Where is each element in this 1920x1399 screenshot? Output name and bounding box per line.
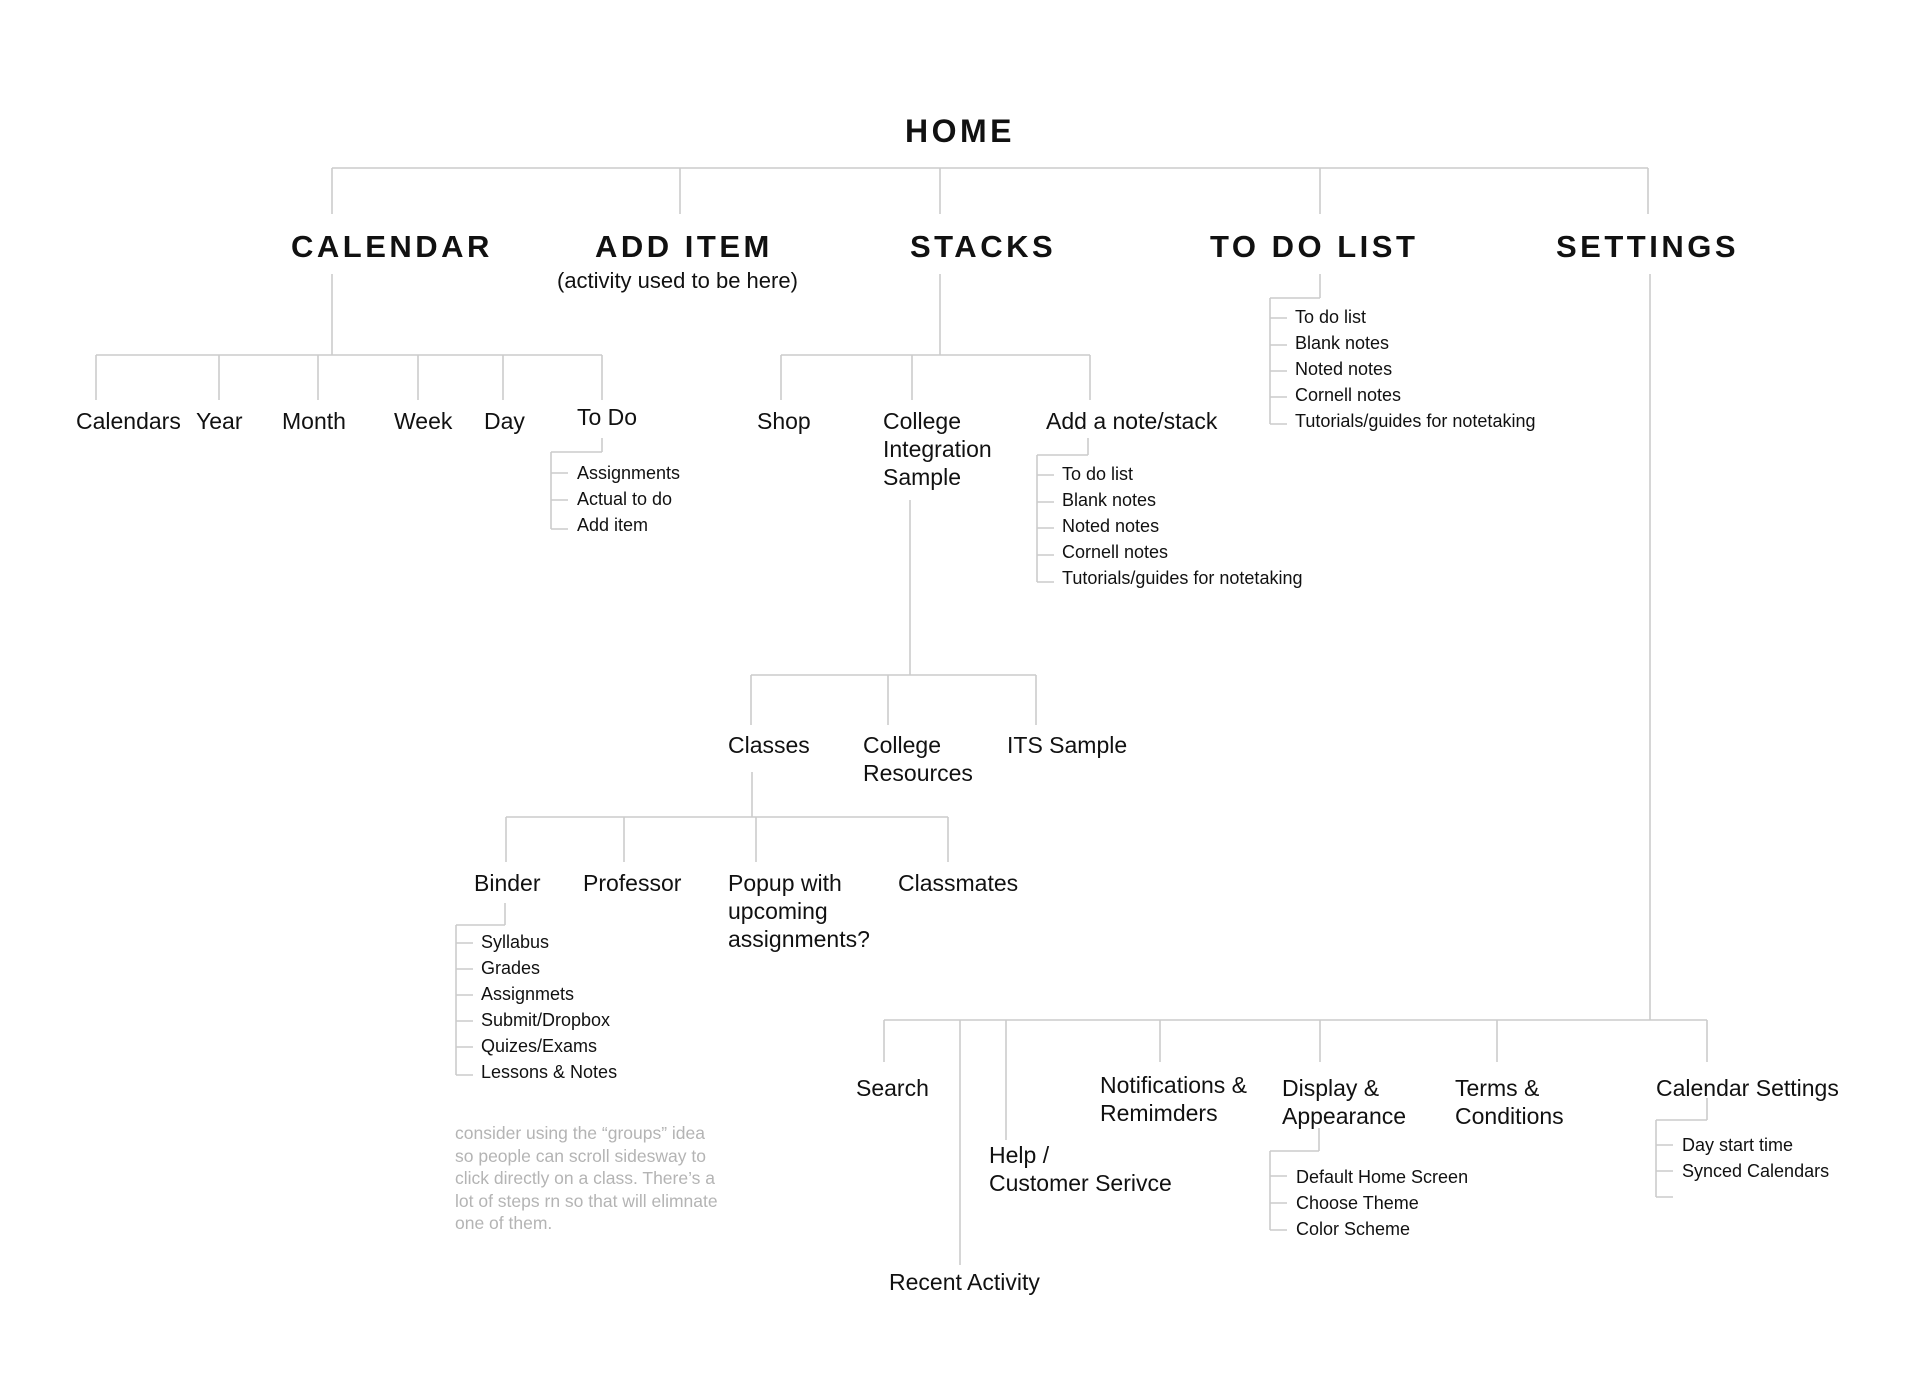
list-item: Assignmets [481, 984, 575, 1004]
list-item: Actual to do [577, 489, 673, 509]
calendar-month: Month [282, 408, 346, 434]
list-item: Assignments [577, 463, 681, 483]
calendar-todo: To Do [577, 404, 638, 430]
list-item: Syllabus [481, 932, 550, 952]
classes-binder: Binder [474, 870, 541, 896]
list-item: Synced Calendars [1682, 1161, 1830, 1181]
stacks-college-integration-sample: College Integration Sample [883, 408, 992, 490]
todo-list-items [1295, 304, 1535, 434]
college-its-sample: ITS Sample [1007, 732, 1128, 758]
calendar-settings-items [1682, 1132, 1829, 1184]
list-item: To do list [1295, 307, 1367, 327]
display-items [1296, 1164, 1468, 1242]
list-item: Blank notes [1295, 333, 1390, 353]
list-item: Quizes/Exams [481, 1036, 598, 1056]
calendar-day: Day [484, 408, 525, 434]
add-note-items [1062, 461, 1302, 591]
college-classes: Classes [728, 732, 810, 758]
home-node: HOME [905, 113, 1015, 149]
list-item: Color Scheme [1296, 1219, 1411, 1239]
calendar-year: Year [196, 408, 243, 434]
calendar-todo-items [577, 460, 680, 538]
list-item: Cornell notes [1062, 542, 1169, 562]
classes-popup-upcoming: Popup with upcoming assignments? [728, 870, 870, 952]
list-item: Noted notes [1062, 516, 1160, 536]
list-item: Add item [577, 515, 649, 535]
list-item: Choose Theme [1296, 1193, 1419, 1213]
list-item: Cornell notes [1295, 385, 1402, 405]
todo-list-node: TO DO LIST [1210, 229, 1419, 264]
list-item: To do list [1062, 464, 1134, 484]
binder-items [481, 929, 617, 1085]
settings-node: SETTINGS [1556, 229, 1740, 264]
stacks-shop: Shop [757, 408, 811, 434]
college-resources: College Resources [863, 732, 973, 786]
stacks-add-note: Add a note/stack [1046, 408, 1218, 434]
list-item: Day start time [1682, 1135, 1794, 1155]
list-item: Grades [481, 958, 541, 978]
classes-classmates: Classmates [898, 870, 1019, 896]
list-item: Noted notes [1295, 359, 1393, 379]
list-item: Default Home Screen [1296, 1167, 1469, 1187]
stacks-node: STACKS [910, 229, 1057, 264]
list-item: Blank notes [1062, 490, 1157, 510]
calendar-week: Week [394, 408, 453, 434]
settings-search: Search [856, 1075, 929, 1101]
settings-terms: Terms & Conditions [1455, 1075, 1564, 1129]
add-item-node: ADD ITEM [595, 229, 773, 264]
design-note: consider using the “groups” idea so people can scroll sidesway to click directly on a class. There’s a lot of steps rn so that will elimnate one of them. [455, 1123, 718, 1233]
list-item: Tutorials/guides for notetaking [1062, 568, 1303, 588]
settings-display-appearance: Display & Appearance [1282, 1075, 1407, 1129]
list-item: Lessons & Notes [481, 1062, 618, 1082]
settings-recent-activity: Recent Activity [889, 1269, 1040, 1295]
calendar-calendars: Calendars [76, 408, 181, 434]
settings-calendar-settings: Calendar Settings [1656, 1075, 1839, 1101]
list-item: Tutorials/guides for notetaking [1295, 411, 1536, 431]
classes-professor: Professor [583, 870, 682, 896]
add-item-note: (activity used to be here) [557, 268, 798, 293]
list-item: Submit/Dropbox [481, 1010, 611, 1030]
calendar-node: CALENDAR [291, 229, 493, 264]
settings-notifications: Notifications & Remimders [1100, 1072, 1248, 1126]
settings-help: Help / Customer Serivce [989, 1142, 1172, 1196]
